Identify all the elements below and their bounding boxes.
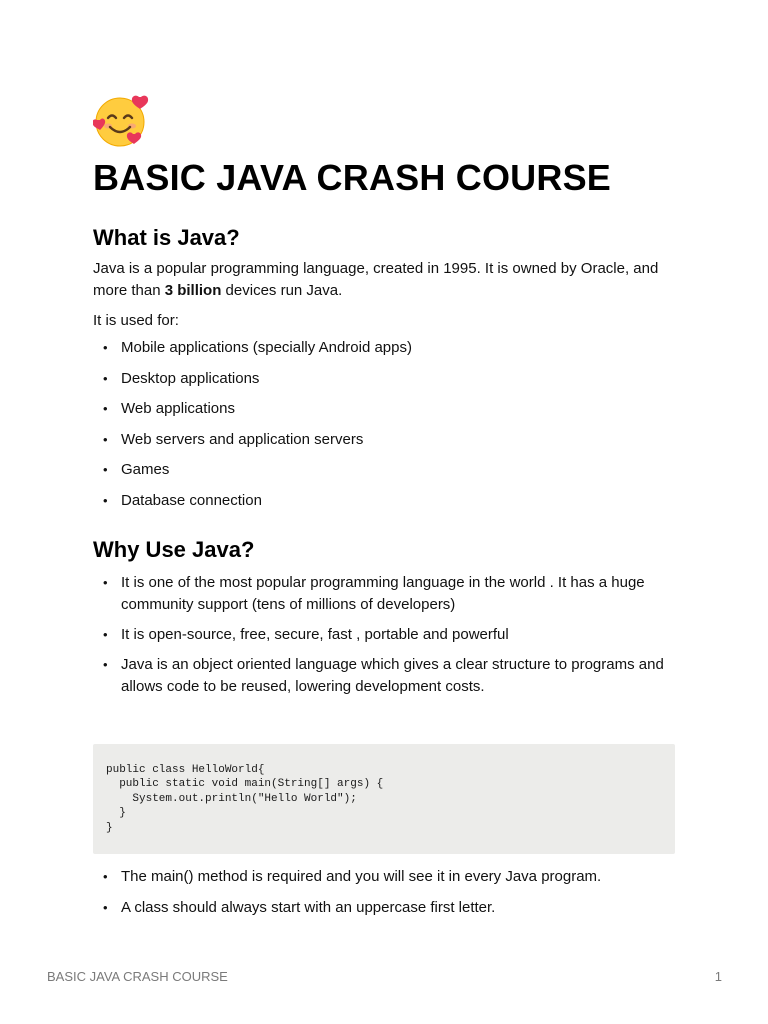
bullet-icon: • (103, 340, 108, 355)
list-item-text: Database connection (121, 491, 262, 509)
bullet-icon: • (103, 656, 108, 672)
list-item-text: It is open-source, free, secure, fast , portable and powerful (121, 625, 509, 643)
list-item (93, 654, 675, 698)
bullet-icon: • (103, 626, 108, 642)
list-item-text: Mobile applications (specially Android apps) (121, 339, 412, 356)
list-item (93, 490, 675, 512)
used-for-label: It is used for: (93, 312, 179, 329)
section-heading-why-use-java: Why Use Java? (93, 536, 255, 562)
bullet-icon: • (103, 431, 108, 447)
list-item-text: Java is an object oriented language which gives a clear structure to programs and allows code to be reused, lowering development costs. (121, 655, 664, 695)
list-item (93, 459, 675, 481)
bullet-icon: • (103, 462, 108, 478)
list-item (93, 398, 675, 420)
footer-title: BASIC JAVA CRASH COURSE (47, 969, 228, 984)
intro-text-start: Java is a popular programming language, created in 1995. It is owned by Oracle, and more than (93, 260, 659, 299)
list-item-text: The main() method is required and you will see it in every Java program. (121, 867, 602, 885)
list-item-text: Games (121, 461, 170, 479)
intro-text-end: devices run Java. (221, 282, 343, 299)
list-item (93, 337, 675, 359)
list-item-text: A class should always start with an uppercase first letter. (121, 898, 496, 916)
bullet-icon: • (103, 868, 108, 884)
bullet-icon: • (103, 370, 108, 386)
page-title: BASIC JAVA CRASH COURSE (93, 157, 611, 198)
list-item-text: It is one of the most popular programming language in the world . It has a huge community support (tens of millions of developers) (121, 573, 645, 613)
list-item-text: Web servers and application servers (121, 430, 364, 448)
bullet-icon: • (103, 492, 108, 508)
list-item (93, 624, 675, 646)
section-heading-what-is-java: What is Java? (93, 225, 240, 250)
list-item (93, 368, 675, 390)
list-item-text: Desktop applications (121, 369, 260, 387)
bullet-icon: • (103, 899, 108, 915)
uses-list (93, 337, 675, 512)
bullet-icon: • (103, 401, 108, 417)
list-item (93, 897, 675, 919)
document-page (93, 94, 675, 927)
smiling-face-with-hearts-icon (93, 94, 151, 148)
intro-paragraph (93, 258, 675, 302)
notes-list (93, 866, 675, 919)
list-item-text: Web applications (121, 400, 235, 418)
reasons-list (93, 572, 675, 698)
list-item (93, 866, 675, 888)
code-block: public class HelloWorld{ public static void main(String[] args) { System.out.println("Hello World"); } } (93, 744, 675, 854)
intro-bold-text: 3 billion (164, 282, 222, 299)
list-item (93, 429, 675, 451)
page-number: 1 (714, 969, 722, 984)
bullet-icon: • (103, 574, 108, 590)
list-item (93, 572, 675, 616)
